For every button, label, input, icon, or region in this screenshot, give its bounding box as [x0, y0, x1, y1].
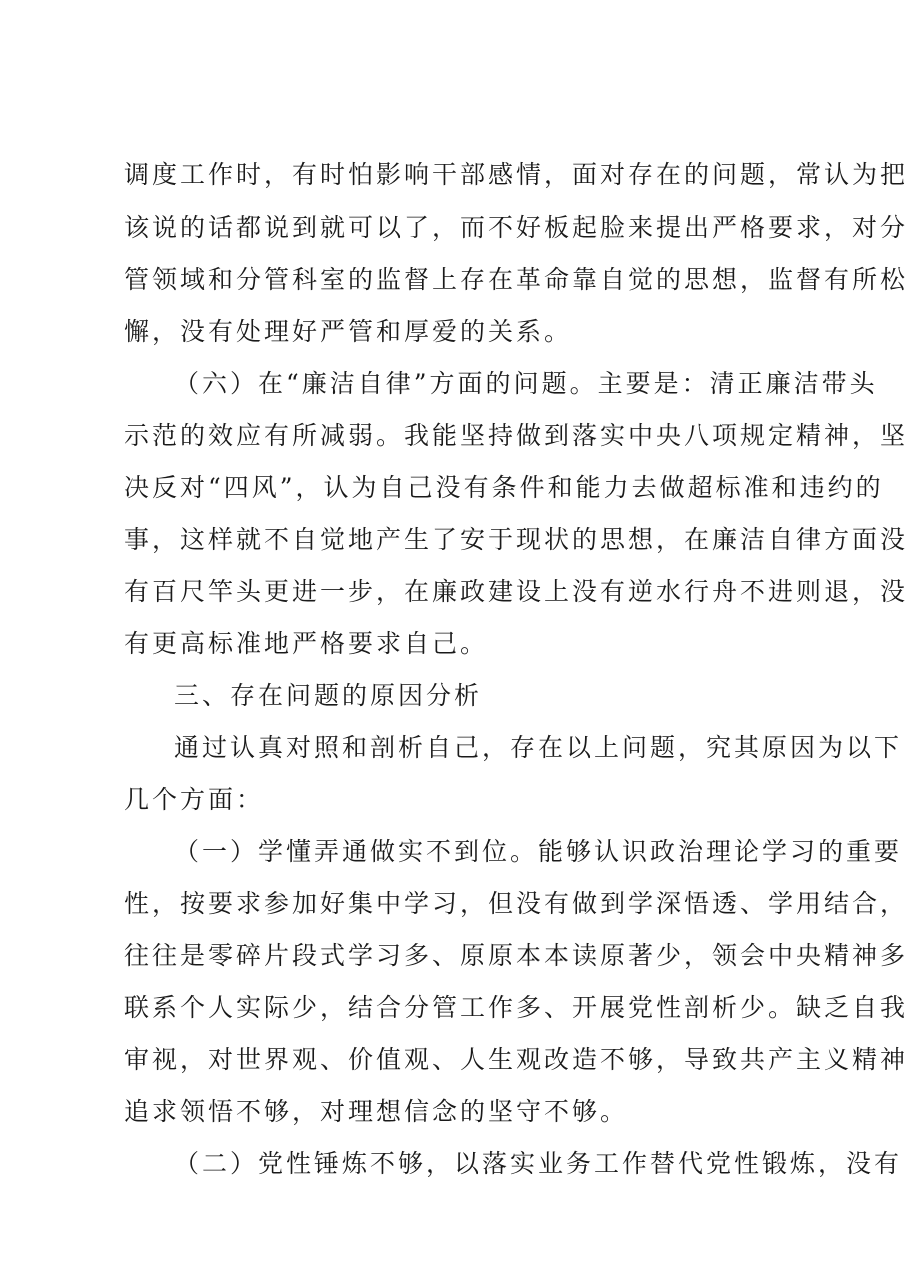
text-line: 追求领悟不够，对理想信念的坚守不够。 — [124, 1097, 629, 1126]
text-line: 有更高标准地严格要求自己。 — [124, 629, 489, 658]
section-heading: 三、存在问题的原因分析 — [174, 681, 483, 710]
text-line: （一）学懂弄通做实不到位。能够认识政治理论学习的重要 — [174, 837, 903, 866]
text-line: 联系个人实际少，结合分管工作多、开展党性剖析少。缺乏自我 — [124, 993, 909, 1022]
text-line: 懈，没有处理好严管和厚爱的关系。 — [124, 317, 573, 346]
text-line: （二）党性锤炼不够，以落实业务工作替代党性锻炼，没有 — [174, 1149, 903, 1178]
text-line: 该说的话都说到就可以了，而不好板起脸来提出严格要求，对分 — [124, 213, 909, 242]
text-line: 性，按要求参加好集中学习，但没有做到学深悟透、学用结合， — [124, 889, 909, 918]
text-line: 几个方面： — [124, 785, 265, 814]
text-line: 决反对“四风”，认为自己没有条件和能力去做超标准和违约的 — [124, 473, 884, 502]
text-line: 调度工作时，有时怕影响干部感情，面对存在的问题，常认为把 — [124, 160, 909, 189]
text-line: 通过认真对照和剖析自己，存在以上问题，究其原因为以下 — [174, 733, 903, 762]
text-line: 往往是零碎片段式学习多、原原本本读原著少，领会中央精神多 — [124, 941, 909, 970]
text-line: 示范的效应有所减弱。我能坚持做到落实中央八项规定精神，坚 — [124, 421, 909, 450]
text-line: （六）在“廉洁自律”方面的问题。主要是：清正廉洁带头 — [174, 369, 878, 398]
text-line: 管领域和分管科室的监督上存在革命靠自觉的思想，监督有所松 — [124, 265, 909, 294]
text-line: 有百尺竿头更进一步，在廉政建设上没有逆水行舟不进则退，没 — [124, 577, 909, 606]
text-line: 事，这样就不自觉地产生了安于现状的思想，在廉洁自律方面没 — [124, 525, 909, 554]
text-line: 审视，对世界观、价值观、人生观改造不够，导致共产主义精神 — [124, 1045, 909, 1074]
